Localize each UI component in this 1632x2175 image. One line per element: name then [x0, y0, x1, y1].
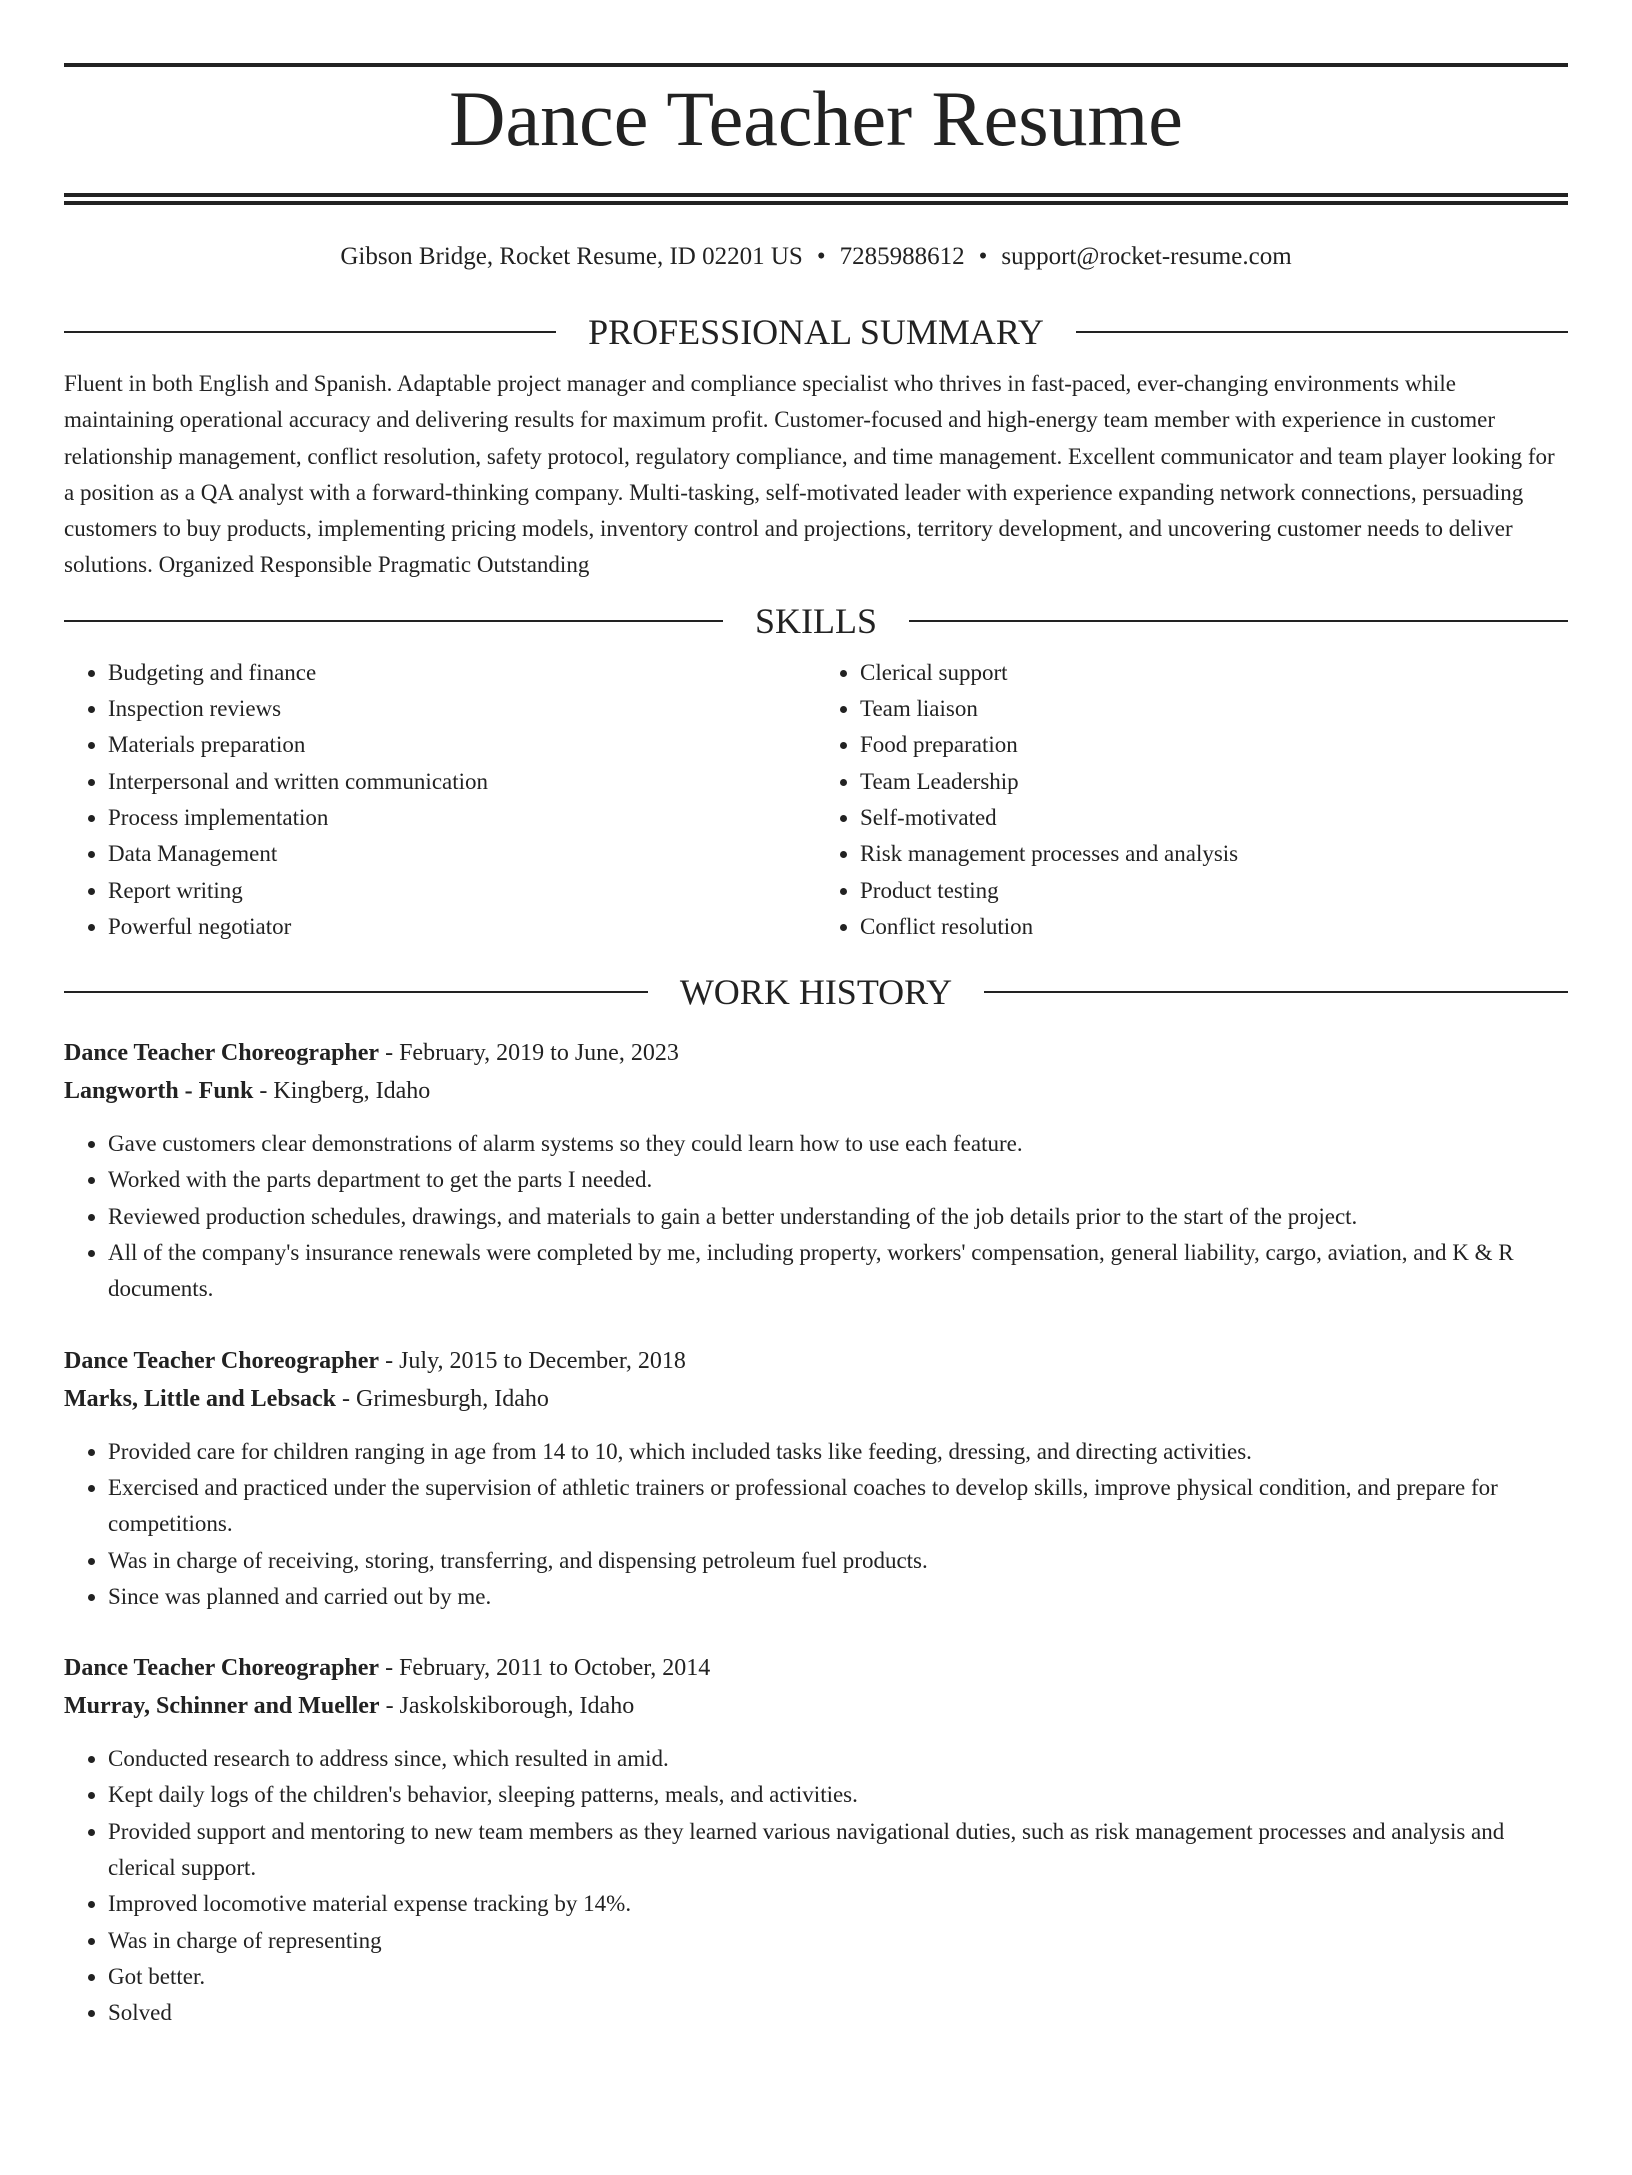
skill-item: • Product testing: [860, 873, 1568, 909]
summary-heading-label: PROFESSIONAL SUMMARY: [588, 312, 1044, 352]
resume-title: Dance Teacher Resume: [449, 75, 1183, 162]
skill-item: • Data Management: [108, 836, 816, 872]
contact-line: [64, 241, 1568, 273]
top-rule: [64, 63, 1568, 67]
job-company: Murray, Schinner and Mueller: [64, 1693, 380, 1720]
job-title-line: [64, 1342, 1568, 1380]
job-dates: - February, 2011 to October, 2014: [379, 1655, 711, 1682]
job-bullet: • Solved: [108, 1995, 1568, 2031]
job-bullet: • Worked with the parts department to get the parts I needed.: [108, 1162, 1568, 1198]
job-bullet: • Kept daily logs of the children's behavior, sleeping patterns, meals, and activities.: [108, 1777, 1568, 1813]
job-entry: [64, 1034, 1568, 1307]
job-bullet: • Improved locomotive material expense tracking by 14%.: [108, 1886, 1568, 1922]
job-company-line: [64, 1380, 1568, 1418]
job-location: - Grimesburgh, Idaho: [336, 1385, 549, 1412]
job-bullet: • Was in charge of representing: [108, 1923, 1568, 1959]
heading-rule-left: [64, 331, 556, 333]
job-bullet: • All of the company's insurance renewals were completed by me, including property, workers' compensation, general liability, cargo, aviation, and K & R documents.: [108, 1235, 1568, 1308]
heading-rule-right: [909, 620, 1568, 622]
skill-item: • Clerical support: [860, 655, 1568, 691]
contact-separator: •: [816, 243, 826, 270]
job-entry: [64, 1342, 1568, 1615]
work-heading: [64, 970, 1568, 1014]
job-dates: - July, 2015 to December, 2018: [379, 1347, 686, 1374]
skills-column-right: [816, 655, 1568, 945]
contact-address: Gibson Bridge, Rocket Resume, ID 02201 US: [340, 243, 803, 270]
skill-item: • Risk management processes and analysis: [860, 836, 1568, 872]
job-bullets: [64, 1126, 1568, 1307]
summary-heading: [64, 310, 1568, 354]
job-title: Dance Teacher Choreographer: [64, 1347, 380, 1374]
job-company: Langworth - Funk: [64, 1078, 254, 1105]
heading-rule-right: [1076, 331, 1568, 333]
job-location: - Kingberg, Idaho: [253, 1078, 431, 1105]
job-bullets: [64, 1741, 1568, 2031]
job-company-line: [64, 1687, 1568, 1725]
skill-item: • Materials preparation: [108, 727, 816, 763]
contact-email: support@rocket-resume.com: [1001, 243, 1292, 270]
job-bullet: • Since was planned and carried out by me.: [108, 1579, 1568, 1615]
job-title: Dance Teacher Choreographer: [64, 1040, 380, 1067]
job-bullet: • Exercised and practiced under the supervision of athletic trainers or professional coaches to develop skills, improve physical condition, and prepare for competitions.: [108, 1470, 1568, 1543]
job-dates: - February, 2019 to June, 2023: [379, 1040, 679, 1067]
skill-item: • Interpersonal and written communication: [108, 764, 816, 800]
heading-rule-left: [64, 620, 723, 622]
skills-heading-label: SKILLS: [755, 600, 878, 641]
skill-item: • Self-motivated: [860, 800, 1568, 836]
skill-item: • Team Leadership: [860, 764, 1568, 800]
skills-list: [64, 655, 1568, 945]
heading-rule-left: [64, 991, 648, 993]
job-title: Dance Teacher Choreographer: [64, 1655, 380, 1682]
skill-item: • Team liaison: [860, 691, 1568, 727]
title-double-rule: [64, 193, 1568, 205]
job-title-line: [64, 1649, 1568, 1687]
skills-heading: [64, 599, 1568, 643]
skill-item: • Inspection reviews: [108, 691, 816, 727]
skill-item: • Food preparation: [860, 727, 1568, 763]
job-bullet: • Gave customers clear demonstrations of alarm systems so they could learn how to use each feature.: [108, 1126, 1568, 1162]
job-company-line: [64, 1072, 1568, 1110]
job-bullet: • Was in charge of receiving, storing, transferring, and dispensing petroleum fuel products.: [108, 1543, 1568, 1579]
job-bullet: • Reviewed production schedules, drawings, and materials to gain a better understanding of the job details prior to the start of the project.: [108, 1199, 1568, 1235]
job-bullet: • Provided care for children ranging in age from 14 to 10, which included tasks like feeding, dressing, and directing activities.: [108, 1434, 1568, 1470]
job-company: Marks, Little and Lebsack: [64, 1385, 337, 1412]
contact-separator: •: [978, 243, 988, 270]
job-title-line: [64, 1034, 1568, 1072]
skill-item: • Conflict resolution: [860, 909, 1568, 945]
skill-item: • Report writing: [108, 873, 816, 909]
job-bullet: • Provided support and mentoring to new team members as they learned various navigational duties, such as risk management processes and analysis and clerical support.: [108, 1814, 1568, 1887]
work-heading-label: WORK HISTORY: [679, 972, 953, 1013]
skill-item: • Powerful negotiator: [108, 909, 816, 945]
job-bullet: • Got better.: [108, 1959, 1568, 1995]
skill-item: • Process implementation: [108, 800, 816, 836]
contact-phone: 7285988612: [839, 243, 965, 270]
skills-column-left: [64, 655, 816, 945]
summary-text: Fluent in both English and Spanish. Adaptable project manager and compliance specialist who thrives in fast-paced, ever-changing environments while maintaining operational accuracy and delivering results for maximum profit. Customer-focused and high-energy team member with experience in customer relationship management, conflict resolution, safety protocol, regulatory compliance, and time management. Excellent communicator and team player looking for a position as a QA analyst with a forward-thinking company. Multi-tasking, self-motivated leader with experience expanding network connections, persuading customers to buy products, implementing pricing models, inventory control and projections, territory development, and uncovering customer needs to deliver solutions. Organized Responsible Pragmatic Outstanding: [64, 371, 1555, 578]
job-entry: [64, 1649, 1568, 2031]
job-bullet: • Conducted research to address since, which resulted in amid.: [108, 1741, 1568, 1777]
job-location: - Jaskolskiborough, Idaho: [379, 1693, 635, 1720]
heading-rule-right: [984, 991, 1568, 993]
resume-page: [0, 63, 1632, 2175]
skill-item: • Budgeting and finance: [108, 655, 816, 691]
job-bullets: [64, 1434, 1568, 1615]
